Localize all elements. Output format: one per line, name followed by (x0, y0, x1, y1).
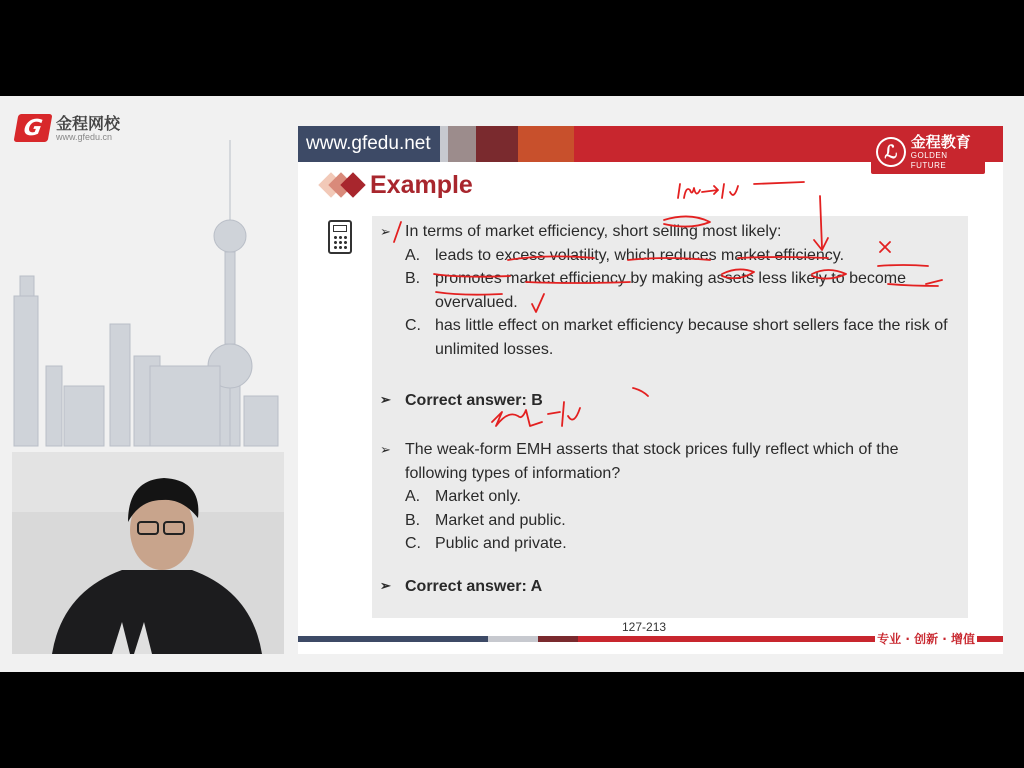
bullet-arrow-icon: ➢ (380, 442, 391, 457)
lecture-slide (298, 126, 1003, 654)
brand-emblem: ℒ (876, 137, 906, 167)
question-panel (372, 216, 968, 618)
brand-name-en: GOLDEN FUTURE (910, 150, 948, 170)
question-2-answer: ➢ Correct answer: A (380, 578, 543, 595)
presenter-webcam (12, 452, 284, 654)
bullet-arrow-icon: ➢ (380, 578, 391, 593)
logo-name: 金程网校 (56, 113, 121, 133)
golden-future-logo (871, 130, 985, 174)
question-1-option-c: C. has little effect on market efficiency because short sellers face the risk of unlimited losses. (405, 317, 948, 358)
calculator-icon (328, 220, 352, 254)
question-2-option-c: C. Public and private. (405, 535, 567, 552)
question-1-stem: In terms of market efficiency, short selling most likely: (405, 223, 782, 240)
logo-url: www.gfedu.cn (56, 131, 113, 142)
title-diamond-icon (316, 170, 368, 200)
question-1-option-a: A. leads to excess volatility, which reduces market efficiency. (405, 246, 845, 264)
logo-mark: G (14, 114, 53, 142)
question-1-option-b: B. promotes market efficiency by making assets less likely to become overvalued. (405, 270, 907, 311)
bullet-arrow-icon: ➢ (380, 224, 391, 239)
city-skyline-image (0, 136, 290, 456)
question-2 (380, 438, 955, 556)
question-2-option-a: A. Market only. (405, 488, 521, 505)
question-2-stem: The weak-form EMH asserts that stock prices fully reflect which of the following types of information? (405, 441, 899, 482)
brand-name-cn: 金程教育 (910, 132, 971, 151)
question-2-option-b: B. Market and public. (405, 511, 566, 529)
video-frame (0, 96, 1024, 672)
page-number: 127-213 (622, 620, 667, 634)
slide-website-url: www.gfedu.net (298, 126, 440, 162)
bullet-arrow-icon: ➢ (380, 392, 391, 407)
slide-slogan: 专业 · 创新 · 增值 (877, 632, 975, 646)
question-1-answer: ➢ Correct answer: B (380, 392, 543, 409)
slide-title: Example (370, 170, 473, 199)
presenter-image (12, 452, 284, 654)
question-1 (380, 220, 955, 361)
